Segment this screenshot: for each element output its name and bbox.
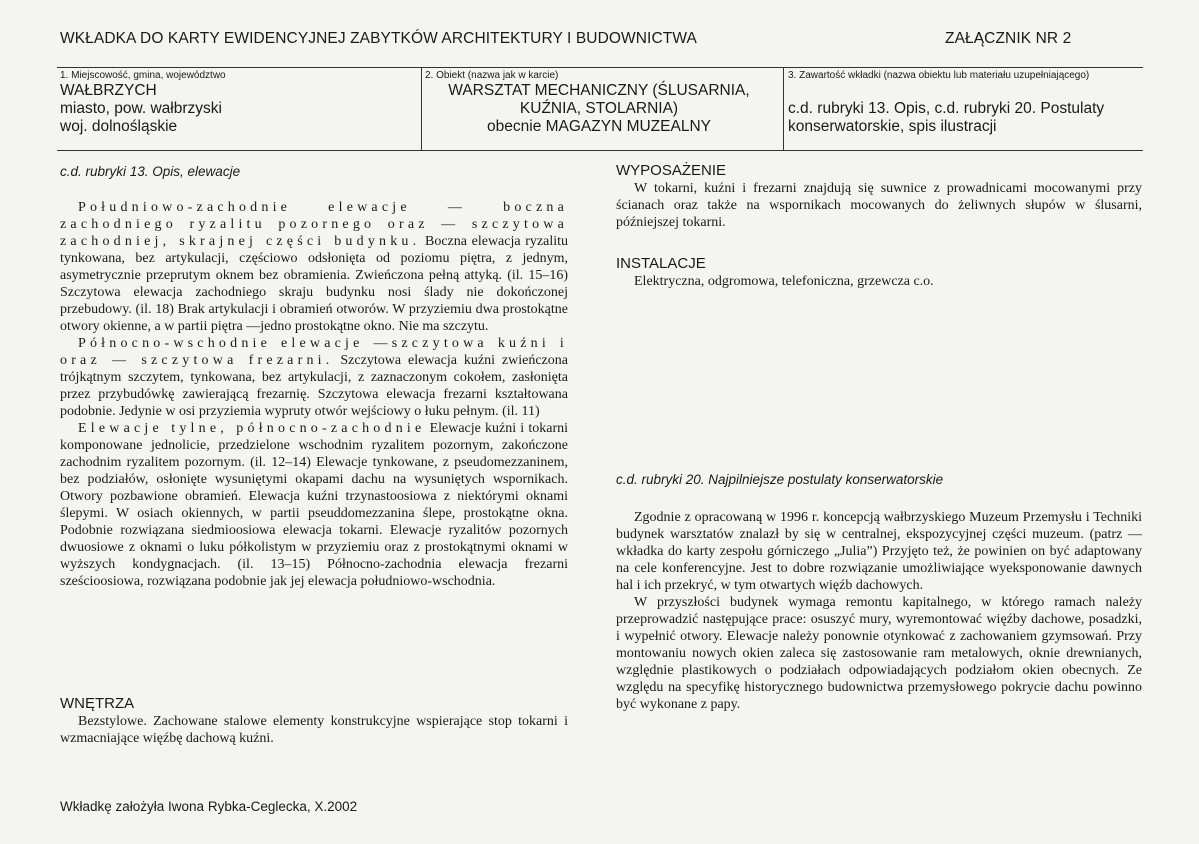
installations-paragraph: Elektryczna, odgromowa, telefoniczna, grzewcza c.o. <box>634 274 934 289</box>
paragraph-lead: Elewacje tylne, północno-zachodnie <box>78 421 426 436</box>
interiors-paragraph: Bezstylowe. Zachowane stalowe elementy konstrukcyjne wspierające stop tokarni i wzmacniające więźbę dachową kuźni. <box>60 714 568 746</box>
field-location-line: miasto, pow. wałbrzyski <box>60 100 222 117</box>
field-location <box>57 68 421 150</box>
field-contents-line: konserwatorskie, spis ilustracji <box>788 118 997 135</box>
paragraph-rear <box>60 420 568 590</box>
field-contents-line: c.d. rubryki 13. Opis, c.d. rubryki 20. Postulaty <box>788 100 1105 117</box>
installations-text <box>616 273 1142 290</box>
elevations-text <box>60 199 568 590</box>
field-object <box>421 68 783 150</box>
field-contents-label: 3. Zawartość wkładki (nazwa obiektu lub materiału uzupełniającego) <box>788 70 1090 81</box>
postulates-text <box>616 509 1142 713</box>
field-location-line: woj. dolnośląskie <box>60 118 178 135</box>
field-contents <box>783 68 1143 150</box>
paragraph-body: Boczna elewacja ryzalitu tynkowana, bez artykulacji, częściowo odsłonięta od poziomu piętra, z jednym, asymetrycznie przeprutym oknem bez obramienia. Zwieńczona pełną attyką. (il. 15–16) Szczytowa elewacja zachodniego skraju budynku nosi ślady nie dokończonej przebudowy. (il. 18) Brak artykulacji i obramień otworów. W przyziemiu dwa prostokątne otwory okienne, a w partii piętra —jedno prostokątne okno. Nie ma szczytu. <box>60 234 568 334</box>
paragraph-lead: Południowo-zachodnie elewacje — boczna zachodniego ryzalitu pozornego oraz — szczytowa zachodniej, skrajnej części budynku. <box>60 200 568 249</box>
paragraph-body: Elewacje kuźni i tokarni komponowane jednolicie, przedzielone wschodnim ryzalitem pozornym, zakończone zachodnim ryzalitem pozornym. (il. 12–14) Elewacje tynkowane, z pseudomezzaninem, bez podziałów, osłonięte wysuniętymi okapami dachu na wysuniętych wspornikach. Otwory pozbawione obramień. Elewacja kuźni trzynastoosiowa z niektórymi oknami ślepymi. W osiach okiennych, w partii pseuddomezzanina ślepe, prostokątne okna. Podobnie rozwiązana siedmioosiowa elewacja tokarni. Elewacje ryzalitów pozornych dwuosiowe z oknami o luku półkolistym w przyziemiu oraz z prostokątnymi oknami w wyższych kondygnacjach. (il. 13–15) Północno-zachodnia elewacja frezarni sześcioosiowa, rozwiązana podobnie jak jej elewacja południowo-wschodnia. <box>60 421 568 589</box>
annex-label: ZAŁĄCZNIK NR 2 <box>945 30 1072 47</box>
paragraph-southwest <box>60 199 568 335</box>
paragraph-northeast <box>60 335 568 420</box>
document-title: WKŁADKA DO KARTY EWIDENCYJNEJ ZABYTKÓW ARCHITEKTURY I BUDOWNICTWA <box>60 30 697 47</box>
author-footer: Wkładkę założyła Iwona Rybka-Ceglecka, X.2002 <box>60 799 358 814</box>
field-location-line: WAŁBRZYCH <box>60 82 157 99</box>
paragraph-body: Szczytowa elewacja kuźni zwieńczona trójkątnym szczytem, tynkowana, bez artykulacji, z zaznaczonym cokołem, zasłonięta przez przybudówkę zawierającą frezarnię. Szczytowa elewacja frezarni kształtowana podobnie. Jedynie w osi przyziemia wypruty otwór wejściowy o łuku pełnym. (il. 11) <box>60 353 568 419</box>
interiors-heading: WNĘTRZA <box>60 695 135 712</box>
equipment-paragraph: W tokarni, kuźni i frezarni znajdują się suwnice z prowadnicami mocowanymi przy ścianach oraz także na wspornikach mocowanych do żeliwnych słupów w ślusarni, późniejszej tokarni. <box>616 181 1142 230</box>
elevations-heading: c.d. rubryki 13. Opis, elewacje <box>60 164 241 179</box>
installations-heading: INSTALACJE <box>616 255 706 272</box>
paragraph-lead: Północno-wschodnie elewacje —szczytowa kuźni i oraz — szczytowa frezarni. <box>60 336 568 368</box>
header-fields-table <box>57 67 1143 151</box>
field-location-label: 1. Miejscowość, gmina, województwo <box>60 70 226 81</box>
field-object-line: obecnie MAGAZYN MUZEALNY <box>487 118 711 135</box>
interiors-text <box>60 713 568 747</box>
postulates-paragraph: Zgodnie z opracowaną w 1996 r. koncepcją wałbrzyskiego Muzeum Przemysłu i Techniki budynek warsztatów znalazł by się w centralnej, ekspozycyjnej części muzeum. (patrz — wkładka do karty zespołu górniczego „Julia”) Przyjęto też, że powinien on być adaptowany na cele konferencyjne. Jest to dobre rozwiązanie umożliwiające wyeksponowanie dawnych hal i ich przekryć, w tym otwartych więźb dachowych. <box>616 510 1142 593</box>
equipment-text <box>616 180 1142 231</box>
field-object-line: KUŹNIA, STOLARNIA) <box>519 100 679 117</box>
postulates-paragraph: W przyszłości budynek wymaga remontu kapitalnego, w którego ramach należy przeprowadzić następujące prace: osuszyć mury, wyremontować więźby dachowe, posadzki, i wypełnić otwory. Elewacje należy ponownie otynkować z zachowaniem gzymsowań. Przy montowaniu nowych okien zaleca się zastosowanie ram metalowych, oknie drewnianych, względnie plastikowych o podziałach odpowiadających podziałom okien obecnych. Ze względu na specyfikę historycznego budownictwa przemysłowego pokrycie dachu powinno być wykonane z papy. <box>616 595 1142 712</box>
postulates-heading: c.d. rubryki 20. Najpilniejsze postulaty konserwatorskie <box>616 472 944 487</box>
field-object-label: 2. Obiekt (nazwa jak w karcie) <box>425 70 559 81</box>
equipment-heading: WYPOSAŻENIE <box>616 162 727 179</box>
field-object-line: WARSZTAT MECHANICZNY (ŚLUSARNIA, <box>448 82 750 99</box>
